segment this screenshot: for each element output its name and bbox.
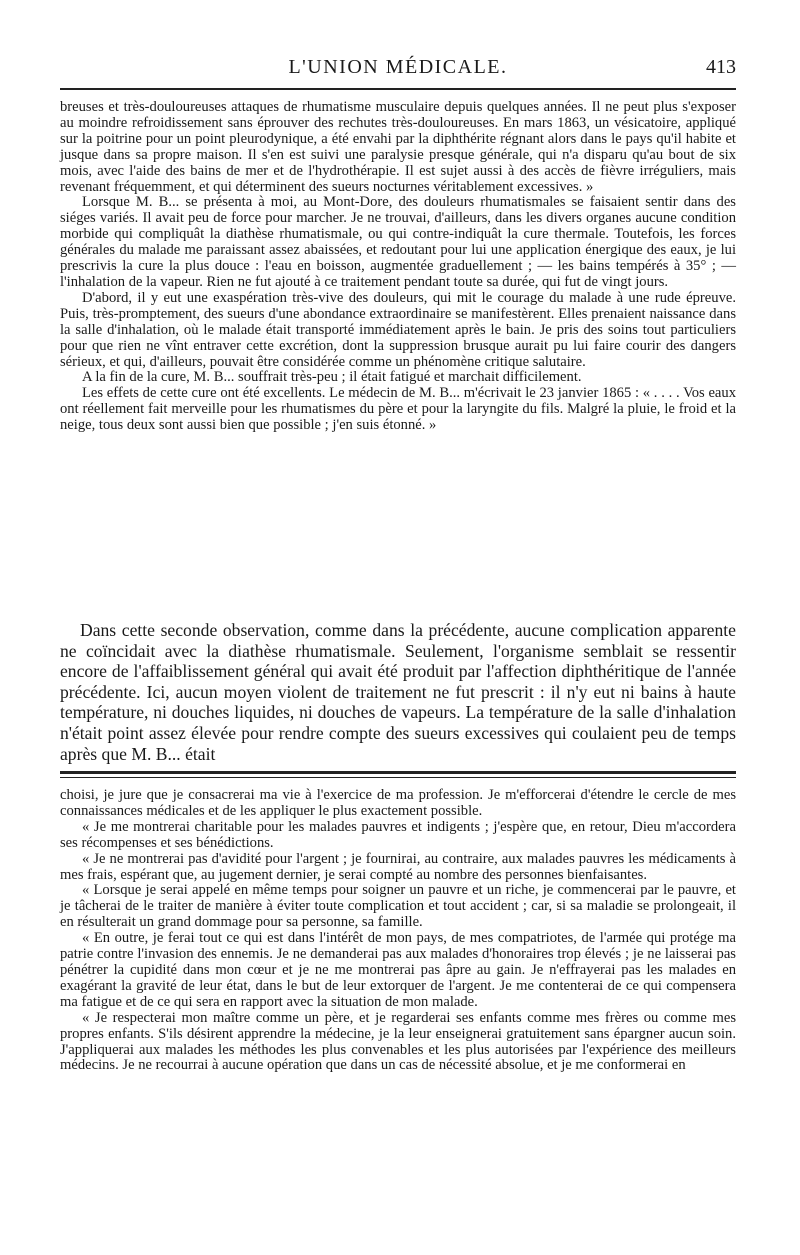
paragraph: Lorsque M. B... se présenta à moi, au Mont-Dore, des douleurs rhumatismales se faisaient sentir dans des siéges variés. Il avait peu de force pour marcher. Je ne trouvai, d'ailleurs, dans les divers organes aucune condition morbide qui compliquât la diathèse rhumatismale, ou qui contre-indiquât la cure thermale. Toutefois, les forces générales du malade me paraissant assez abaissées, et redoutant pour lui une application énergique des eaux, je lui prescrivis la cure la plus douce : l'eau en boisson, augmentée graduellement ; — les bains tempérés à 35° ; — l'inhalation de la vapeur. Rien ne fut ajouté à ce traitement pendant toute sa durée, qui fut de vingt jours. xyxy=(60,194,736,290)
header-rule xyxy=(60,88,736,90)
paragraph: D'abord, il y eut une exaspération très-vive des douleurs, qui mit le courage du malade à une rude épreuve. Puis, très-promptement, des sueurs d'une abondance extraordinaire se manifestèrent. Elles prenaient naissance dans la salle d'inhalation, où le malade était transporté immédiatement après le bain. Je pris des soins tout particuliers pour que rien ne vînt entraver cette excrétion, dont la suppression brusque aurait pu lui faire courir des dangers sérieux, et qui, d'ailleurs, pouvait être considérée comme un phénomène critique salutaire. xyxy=(60,289,736,370)
page-header xyxy=(60,48,736,82)
paragraph: « Je respecterai mon maître comme un père, et je regarderai ses enfants comme mes frères ou comme mes propres enfants. S'ils désirent apprendre la médecine, je la leur enseignerai gratuitement sans épargner aucun soin. J'appliquerai aux malades les méthodes les plus convenables et les plus autorisées par l'expérience des meilleurs médecins. Je ne recourrai à aucune opération que dans un cas de nécessité absolue, et je me conformerai en xyxy=(60,1009,736,1074)
paragraph: « Je ne montrerai pas d'avidité pour l'argent ; je fournirai, au contraire, aux malades pauvres les médicaments à mes frais, espérant que, au jugement dernier, je serai compté au nombre des personnes bienfaisantes. xyxy=(60,850,736,883)
paragraph: A la fin de la cure, M. B... souffrait très-peu ; il était fatigué et marchait difficilement. xyxy=(82,369,582,386)
section-divider xyxy=(60,771,736,774)
paragraph: « Lorsque je serai appelé en même temps pour soigner un pauvre et un riche, je commencerai par le pauvre, et je tâcherai de le traiter de manière à éviter toute complication et tout accident ; car, si sa maladie se prolongeait, il en résulterait un grand dommage pour sa personne, sa famille. xyxy=(60,882,736,931)
section-divider-thin xyxy=(60,777,736,778)
paragraph: « En outre, je ferai tout ce qui est dans l'intérêt de mon pays, de mes compatriotes, de l'armée qui protége ma patrie contre l'invasion des ennemis. Je ne demanderai pas aux malades d'honoraires trop élevés ; je ne laisserai pas pénétrer la cupidité dans mon cœur et je ne me montrerai pas âpre au gain. Je n'effrayerai pas les malades en exagérant la gravité de leur état, dans le but de leur extorquer de l'argent. Je me contenterai de ce qui compensera ma fatigue et de ce qui sera en rapport avec la situation de mon malade. xyxy=(60,930,736,1010)
commentary-text xyxy=(60,620,736,764)
page-number: 413 xyxy=(706,56,736,78)
paragraph: choisi, je jure que je consacrerai ma vie à l'exercice de ma profession. Je m'efforcerai d'étendre le cercle de mes connaissances médicales et de les appliquer le plus exactement possible. xyxy=(60,787,736,819)
feuilleton-oath-text xyxy=(60,788,736,1074)
paragraph: breuses et très-douloureuses attaques de rhumatisme musculaire depuis quelques années. Il ne peut plus s'exposer au moindre refroidissement sans éprouver des rechutes très-douloureuses. En mars 1863, un vésicatoire, appliqué sur la poitrine pour un point pleurodynique, a été envahi par la diphthérite régnant alors dans le pays qu'il habite et jusque dans sa propre maison. Il s'en est suivi une paralysie presque générale, qui n'a disparu qu'au bout de six mois, avec l'aide des bains de mer et de l'hydrothérapie. Il est sujet aussi à des accès de fièvre irréguliers, mais revenant fréquemment, et qui déterminent des sueurs nocturnes véritablement excessives. » xyxy=(60,99,736,195)
paragraph: Les effets de cette cure ont été excellents. Le médecin de M. B... m'écrivait le 23 janvier 1865 : « . . . . Vos eaux ont réellement fait merveille pour les rhumatismes du père et pour la laryngite du fils. Malgré la pluie, le froid et la neige, tous deux sont aussi bien que possible ; j'en suis étonné. » xyxy=(60,385,736,434)
running-title: L'UNION MÉDICALE. xyxy=(288,56,508,78)
case-report-text xyxy=(60,100,736,434)
paragraph: « Je me montrerai charitable pour les malades pauvres et indigents ; j'espère que, en retour, Dieu m'accordera ses récompenses et ses bénédictions. xyxy=(60,818,736,851)
paragraph: Dans cette seconde observation, comme dans la précédente, aucune complication apparente ne coïncidait avec la diathèse rhumatismale. Seulement, l'organisme semblait se ressentir encore de l'affaiblissement général qui avait été produit par l'affection diphthéritique de l'année précédente. Ici, aucun moyen violent de traitement ne fut prescrit : il n'y eut ni bains à haute température, ni douches liquides, ni douches de vapeurs. La température de la salle d'inhalation n'était point assez élevée pour rendre compte des sueurs excessives qui coulaient peu de temps après que M. B... était xyxy=(60,620,736,764)
